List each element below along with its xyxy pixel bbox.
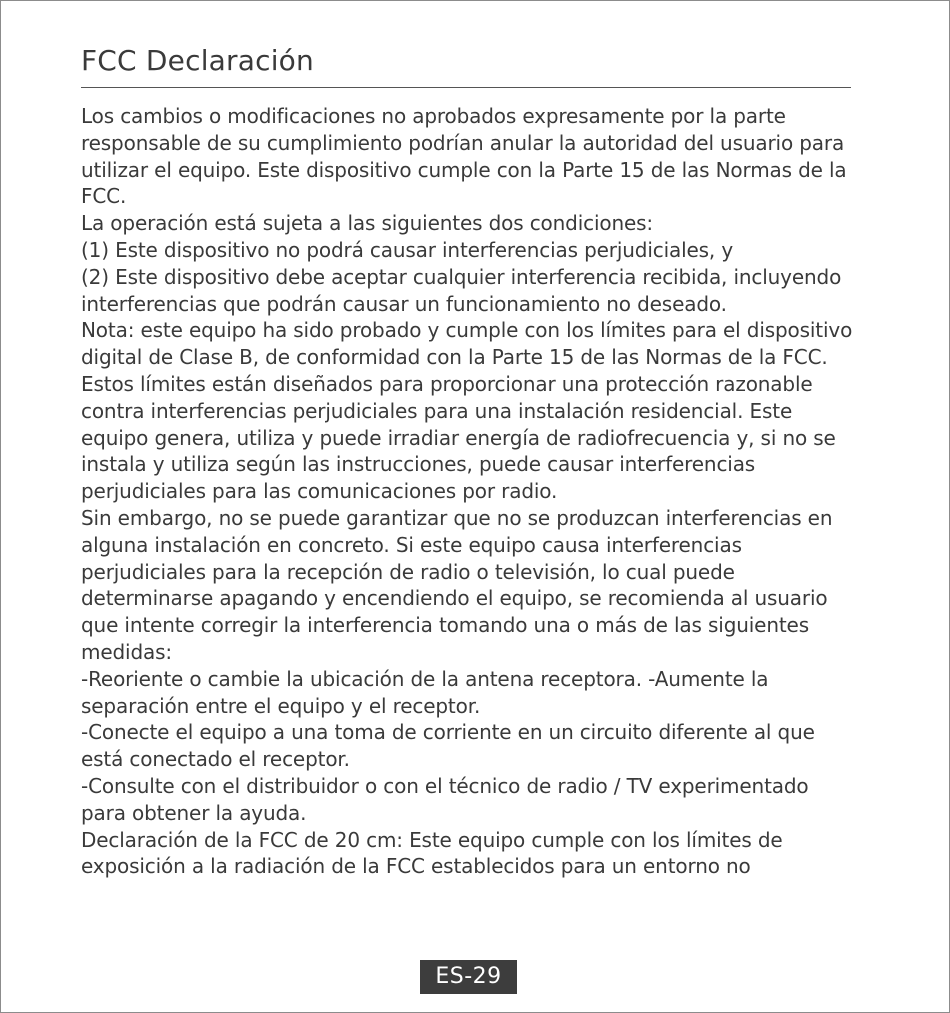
paragraph-note: Nota: este equipo ha sido probado y cumple con los límites para el dispositivo digital de Clase B, de conformidad con la Parte 15 de las Normas de la FCC. Estos límites están diseñados para proporcionar una protección razonable contra interferencias perjudiciales para una instalación residencial. Este equipo genera, utiliza y puede irradiar energía de radiofrecuencia y, si no se instala y utiliza según las instrucciones, puede causar interferencias perjudiciales para las comunicaciones por radio. xyxy=(81,318,853,504)
title-divider xyxy=(81,87,851,88)
page-title: FCC Declaración xyxy=(81,44,314,77)
document-body xyxy=(81,103,856,880)
paragraph-rf-exposure: Declaración de la FCC de 20 cm: Este equipo cumple con los límites de exposición a la radiación de la FCC establecidos para un entorno no xyxy=(81,827,783,879)
paragraph-condition-1: (1) Este dispositivo no podrá causar interferencias perjudiciales, y xyxy=(81,237,734,262)
paragraph-conditions-heading: La operación está sujeta a las siguientes dos condiciones: xyxy=(81,211,653,236)
paragraph-measure-consult: -Consulte con el distribuidor o con el técnico de radio / TV experimentado para obtener la ayuda. xyxy=(81,773,809,825)
paragraph-measure-outlet: -Conecte el equipo a una toma de corriente en un circuito diferente al que está conectado el receptor. xyxy=(81,720,815,772)
paragraph-intro: Los cambios o modificaciones no aprobados expresamente por la parte responsable de su cumplimiento podrían anular la autoridad del usuario para utilizar el equipo. Este dispositivo cumple con la Parte 15 de las Normas de la FCC. xyxy=(81,104,847,209)
paragraph-measure-reorient: -Reoriente o cambie la ubicación de la antena receptora. -Aumente la separación entre el equipo y el receptor. xyxy=(81,666,769,718)
page-number-badge: ES-29 xyxy=(420,960,517,994)
paragraph-no-guarantee: Sin embargo, no se puede garantizar que no se produzcan interferencias en alguna instalación en concreto. Si este equipo causa interferencias perjudiciales para la recepción de radio o televisión, lo cual puede determinarse apagando y encendiendo el equipo, se recomienda al usuario que intente corregir la interferencia tomando una o más de las siguientes medidas: xyxy=(81,505,833,664)
paragraph-condition-2: (2) Este dispositivo debe aceptar cualquier interferencia recibida, incluyendo interferencias que podrán causar un funcionamiento no deseado. xyxy=(81,264,842,316)
